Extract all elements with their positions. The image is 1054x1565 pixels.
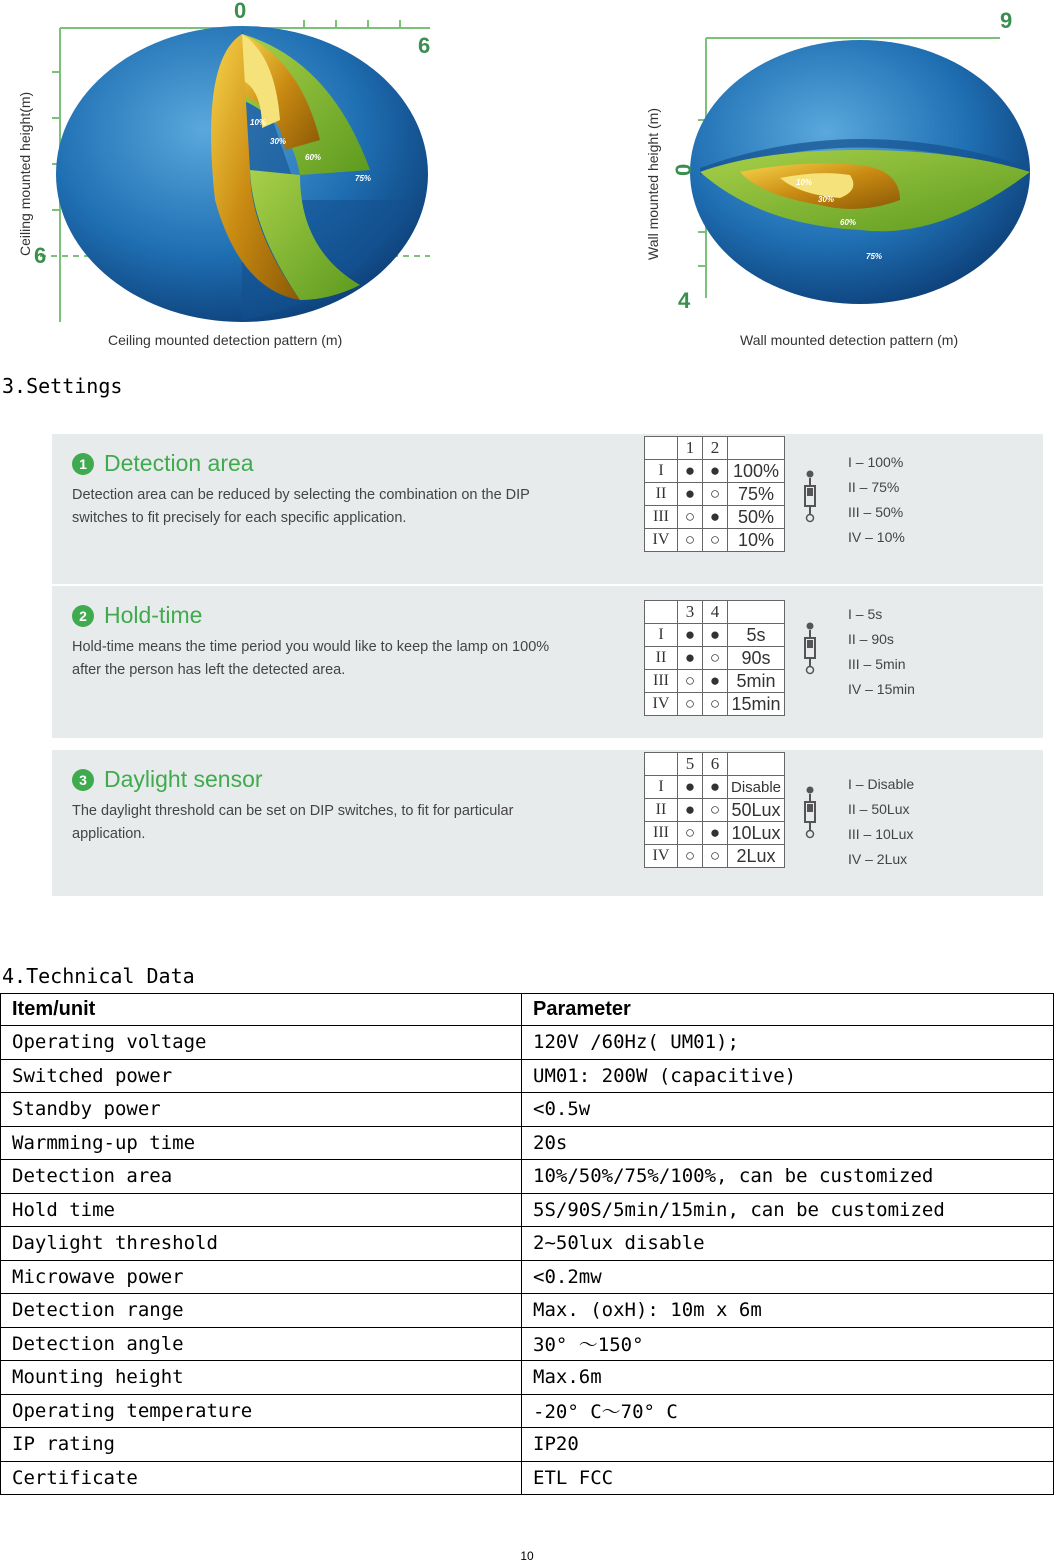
panel-title xyxy=(72,450,254,477)
dip-roman: IV xyxy=(645,845,678,868)
dip-switch-icon xyxy=(800,784,820,844)
item-cell: Mounting height xyxy=(1,1361,522,1395)
dip-switch-state: ● xyxy=(678,460,703,483)
wall-axis-top: 9 xyxy=(1000,8,1013,33)
dip-header-cell: 6 xyxy=(703,753,728,776)
dip-header-cell: 2 xyxy=(703,437,728,460)
dip-roman: IV xyxy=(645,693,678,716)
dip-switch-state: ● xyxy=(703,670,728,693)
ceiling-axis-top: 0 xyxy=(234,0,247,23)
parameter-cell: -20° C～70° C xyxy=(522,1394,1054,1428)
panel-description: Detection area can be reduced by selecting the combination on the DIP switches to fit precisely for each specific application. xyxy=(72,487,530,526)
parameter-cell: 120V /60Hz( UM01); xyxy=(522,1026,1054,1060)
dip-switch-state: ○ xyxy=(678,822,703,845)
panel-legend xyxy=(848,772,914,872)
ceiling-zone-30: 30% xyxy=(270,137,287,146)
legend-item: III – 10Lux xyxy=(848,826,914,842)
dip-row xyxy=(645,647,785,670)
wall-caption: Wall mounted detection pattern (m) xyxy=(740,332,959,348)
item-cell: Detection area xyxy=(1,1160,522,1194)
table-row xyxy=(1,1193,1054,1227)
parameter-cell: 2~50lux disable xyxy=(522,1227,1054,1261)
parameter-cell: <0.2mw xyxy=(522,1260,1054,1294)
table-row xyxy=(1,1260,1054,1294)
item-cell: Detection range xyxy=(1,1294,522,1328)
legend-item: IV – 2Lux xyxy=(848,851,908,867)
technical-data-table xyxy=(0,993,1054,1495)
dip-switch-table xyxy=(644,600,785,716)
parameter-cell: ETL FCC xyxy=(522,1461,1054,1495)
table-row xyxy=(1,1394,1054,1428)
table-row xyxy=(1,1428,1054,1462)
panel-number-badge: 3 xyxy=(72,769,94,791)
dip-header-cell: 3 xyxy=(678,601,703,624)
table-row xyxy=(1,1059,1054,1093)
dip-value: 90s xyxy=(728,647,785,670)
dip-header-row xyxy=(645,753,785,776)
item-cell: Warmming-up time xyxy=(1,1126,522,1160)
dip-header-cell xyxy=(645,601,678,624)
dip-header-cell xyxy=(645,753,678,776)
dip-row xyxy=(645,776,785,799)
dip-value: 2Lux xyxy=(728,845,785,868)
dip-switch-state: ○ xyxy=(703,483,728,506)
wall-zone-30: 30% xyxy=(818,195,835,204)
legend-item: III – 5min xyxy=(848,656,906,672)
dip-header-row xyxy=(645,601,785,624)
dip-switch-state: ● xyxy=(678,647,703,670)
wall-axis-zero: 0 xyxy=(671,163,696,176)
panel-title xyxy=(72,766,263,793)
panel-legend xyxy=(848,450,905,550)
dip-switch-state: ○ xyxy=(678,529,703,552)
dip-header-cell: 1 xyxy=(678,437,703,460)
dip-switch-icon xyxy=(800,468,820,528)
parameter-cell: 20s xyxy=(522,1126,1054,1160)
ceiling-zone-10: 10% xyxy=(250,118,267,127)
dip-switch-state: ● xyxy=(678,776,703,799)
parameter-cell: 10%/50%/75%/100%, can be customized xyxy=(522,1160,1054,1194)
dip-row xyxy=(645,845,785,868)
panel-description: Hold-time means the time period you would like to keep the lamp on 100% after the person has left the detected area. xyxy=(72,639,550,678)
item-cell: Hold time xyxy=(1,1193,522,1227)
item-cell: Switched power xyxy=(1,1059,522,1093)
parameter-cell: IP20 xyxy=(522,1428,1054,1462)
dip-switch-state: ○ xyxy=(678,670,703,693)
dip-header-cell xyxy=(728,601,785,624)
dip-roman: IV xyxy=(645,529,678,552)
dip-header-row xyxy=(645,437,785,460)
item-cell: Standby power xyxy=(1,1093,522,1127)
parameter-cell: Max. (oxH): 10m x 6m xyxy=(522,1294,1054,1328)
legend-item: I – 5s xyxy=(848,606,883,622)
dip-row xyxy=(645,670,785,693)
panel-title-text: Daylight sensor xyxy=(104,766,263,792)
dip-switch-state: ● xyxy=(678,483,703,506)
dip-roman: I xyxy=(645,624,678,647)
dip-value: 75% xyxy=(728,483,785,506)
dip-row xyxy=(645,460,785,483)
parameter-cell: <0.5w xyxy=(522,1093,1054,1127)
table-row xyxy=(1,1160,1054,1194)
dip-header-cell xyxy=(728,753,785,776)
dip-value: 10Lux xyxy=(728,822,785,845)
dip-switch-state: ○ xyxy=(703,647,728,670)
ceiling-axis-right: 6 xyxy=(418,33,431,58)
item-cell: Daylight threshold xyxy=(1,1227,522,1261)
dip-roman: I xyxy=(645,776,678,799)
settings-panel xyxy=(52,750,1043,896)
dip-row xyxy=(645,624,785,647)
dip-switch-state: ○ xyxy=(703,693,728,716)
dip-value: 5min xyxy=(728,670,785,693)
legend-item: II – 75% xyxy=(848,479,900,495)
dip-value: 15min xyxy=(728,693,785,716)
dip-row xyxy=(645,506,785,529)
table-row xyxy=(1,1361,1054,1395)
table-row xyxy=(1,1461,1054,1495)
ceiling-zone-60: 60% xyxy=(305,153,322,162)
table-row xyxy=(1,1026,1054,1060)
dip-switch-icon xyxy=(800,620,820,680)
ceiling-y-label: Ceiling mounted height(m) xyxy=(17,91,33,256)
parameter-cell: Max.6m xyxy=(522,1361,1054,1395)
ceiling-zone-75: 75% xyxy=(355,174,372,183)
dip-value: 100% xyxy=(728,460,785,483)
dip-switch-state: ○ xyxy=(703,845,728,868)
dip-roman: III xyxy=(645,506,678,529)
dip-header-cell xyxy=(728,437,785,460)
dip-roman: II xyxy=(645,483,678,506)
table-row xyxy=(1,1126,1054,1160)
table-row xyxy=(1,1093,1054,1127)
settings-panel xyxy=(52,586,1043,738)
panel-title-text: Detection area xyxy=(104,450,254,476)
table-row xyxy=(1,1227,1054,1261)
dip-roman: I xyxy=(645,460,678,483)
panel-number-badge: 1 xyxy=(72,453,94,475)
item-cell: Microwave power xyxy=(1,1260,522,1294)
parameter-cell: 30° ～150° xyxy=(522,1327,1054,1361)
dip-roman: III xyxy=(645,670,678,693)
settings-heading: 3.Settings xyxy=(2,374,123,398)
item-cell: Detection angle xyxy=(1,1327,522,1361)
dip-row xyxy=(645,483,785,506)
dip-header-cell: 4 xyxy=(703,601,728,624)
wall-zone-75: 75% xyxy=(866,252,883,261)
dip-switch-table xyxy=(644,752,785,868)
dip-switch-state: ○ xyxy=(703,799,728,822)
parameter-cell: 5S/90S/5min/15min, can be customized xyxy=(522,1193,1054,1227)
panel-number-badge: 2 xyxy=(72,605,94,627)
settings-panel xyxy=(52,434,1043,584)
dip-row xyxy=(645,693,785,716)
wall-zone-60: 60% xyxy=(840,218,857,227)
panel-title xyxy=(72,602,202,629)
dip-row xyxy=(645,529,785,552)
header-parameter: Parameter xyxy=(522,994,1054,1026)
dip-row xyxy=(645,822,785,845)
parameter-cell: UM01: 200W (capacitive) xyxy=(522,1059,1054,1093)
dip-switch-state: ● xyxy=(703,624,728,647)
legend-item: IV – 10% xyxy=(848,529,905,545)
dip-switch-state: ● xyxy=(678,799,703,822)
table-header-row xyxy=(1,994,1054,1026)
wall-diagram xyxy=(645,8,1030,348)
legend-item: I – Disable xyxy=(848,776,915,792)
item-cell: Operating voltage xyxy=(1,1026,522,1060)
dip-switch-state: ● xyxy=(703,822,728,845)
dip-switch-state: ● xyxy=(678,624,703,647)
legend-item: III – 50% xyxy=(848,504,904,520)
dip-header-cell xyxy=(645,437,678,460)
wall-y-label: Wall mounted height (m) xyxy=(645,108,661,260)
dip-switch-state: ○ xyxy=(678,506,703,529)
dip-switch-state: ○ xyxy=(678,693,703,716)
detection-pattern-diagrams xyxy=(0,0,1054,372)
dip-switch-state: ● xyxy=(703,506,728,529)
ceiling-axis-left: 6 xyxy=(34,243,47,268)
panel-title-text: Hold-time xyxy=(104,602,203,628)
dip-header-cell: 5 xyxy=(678,753,703,776)
dip-switch-state: ○ xyxy=(678,845,703,868)
panel-legend xyxy=(848,602,915,702)
technical-heading: 4.Technical Data xyxy=(2,964,195,988)
item-cell: Operating temperature xyxy=(1,1394,522,1428)
dip-value: Disable xyxy=(728,776,785,799)
legend-item: II – 50Lux xyxy=(848,801,910,817)
ceiling-caption: Ceiling mounted detection pattern (m) xyxy=(108,332,343,348)
dip-roman: II xyxy=(645,647,678,670)
table-row xyxy=(1,1294,1054,1328)
table-row xyxy=(1,1327,1054,1361)
dip-roman: II xyxy=(645,799,678,822)
dip-switch-state: ● xyxy=(703,460,728,483)
dip-switch-state: ● xyxy=(703,776,728,799)
legend-item: II – 90s xyxy=(848,631,894,647)
item-cell: IP rating xyxy=(1,1428,522,1462)
dip-roman: III xyxy=(645,822,678,845)
legend-item: IV – 15min xyxy=(848,681,915,697)
dip-switch-table xyxy=(644,436,785,552)
wall-axis-bottom: 4 xyxy=(678,288,691,313)
item-cell: Certificate xyxy=(1,1461,522,1495)
dip-value: 10% xyxy=(728,529,785,552)
header-item-unit: Item/unit xyxy=(1,994,522,1026)
dip-row xyxy=(645,799,785,822)
dip-value: 50Lux xyxy=(728,799,785,822)
dip-value: 50% xyxy=(728,506,785,529)
ceiling-diagram xyxy=(17,0,430,348)
dip-value: 5s xyxy=(728,624,785,647)
panel-description: The daylight threshold can be set on DIP switches, to fit for particular application. xyxy=(72,803,514,842)
legend-item: I – 100% xyxy=(848,454,904,470)
dip-switch-state: ○ xyxy=(703,529,728,552)
wall-zone-10: 10% xyxy=(796,178,813,187)
page-number: 10 xyxy=(520,1549,534,1563)
